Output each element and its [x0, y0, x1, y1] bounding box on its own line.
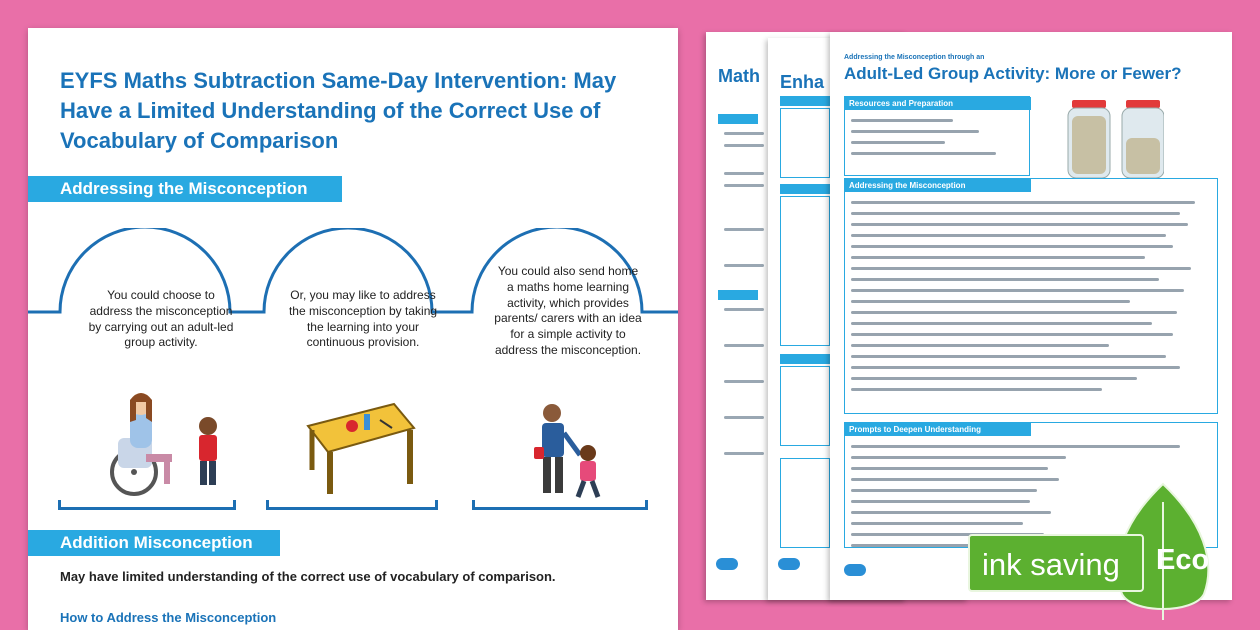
- page-title: EYFS Maths Subtraction Same-Day Intervention: May Have a Limited Understanding of the Correct Use of Vocabulary of Comparison: [60, 68, 617, 153]
- sheet-b-title: Enha: [780, 72, 825, 92]
- front-sheet-title: Adult-Led Group Activity: More or Fewer?: [844, 64, 1182, 83]
- option-base-1: [58, 500, 236, 510]
- option-home-learning: You could also send home a maths home learning activity, which provides parents/ carers with an idea for a simple activity to address the misconception.: [494, 264, 642, 358]
- option-base-3: [472, 500, 648, 510]
- table-illustration: [298, 398, 418, 498]
- section-heading-misconception: Addition Misconception: [28, 530, 274, 556]
- prompts-heading: Prompts to Deepen Understanding: [845, 423, 1031, 436]
- how-to-heading: How to Address the Misconception: [60, 610, 277, 625]
- intervention-page: [28, 28, 678, 630]
- addressing-box: [844, 178, 1218, 414]
- parent-child-illustration: [518, 403, 618, 503]
- addressing-heading: Addressing the Misconception: [845, 179, 1031, 192]
- resources-box: [844, 96, 1030, 176]
- twinkl-logo-icon: [716, 558, 738, 570]
- ink-saving-label: ink saving: [968, 534, 1144, 592]
- front-sheet-caption: Addressing the Misconception through an: [844, 54, 985, 61]
- options-row: [28, 228, 678, 518]
- wheelchair-adult-child-illustration: [88, 388, 228, 498]
- twinkl-logo-icon: [844, 564, 866, 576]
- option-adult-led: You could choose to address the misconception by carrying out an adult-led group activity.: [88, 288, 234, 350]
- sheet-a-title: Math: [718, 66, 760, 86]
- option-base-2: [266, 500, 438, 510]
- option-continuous-provision: Or, you may like to address the misconception by taking the learning into your continuous provision.: [288, 288, 438, 350]
- misconception-text: May have limited understanding of the correct use of vocabulary of comparison.: [60, 569, 556, 584]
- resources-heading: Resources and Preparation: [845, 97, 1031, 110]
- jars-illustration: [1064, 98, 1164, 182]
- section-heading-addressing: Addressing the Misconception: [28, 176, 336, 202]
- sheet-a-bar: [718, 114, 758, 124]
- twinkl-logo-icon: [778, 558, 800, 570]
- eco-label: Eco: [1156, 544, 1210, 576]
